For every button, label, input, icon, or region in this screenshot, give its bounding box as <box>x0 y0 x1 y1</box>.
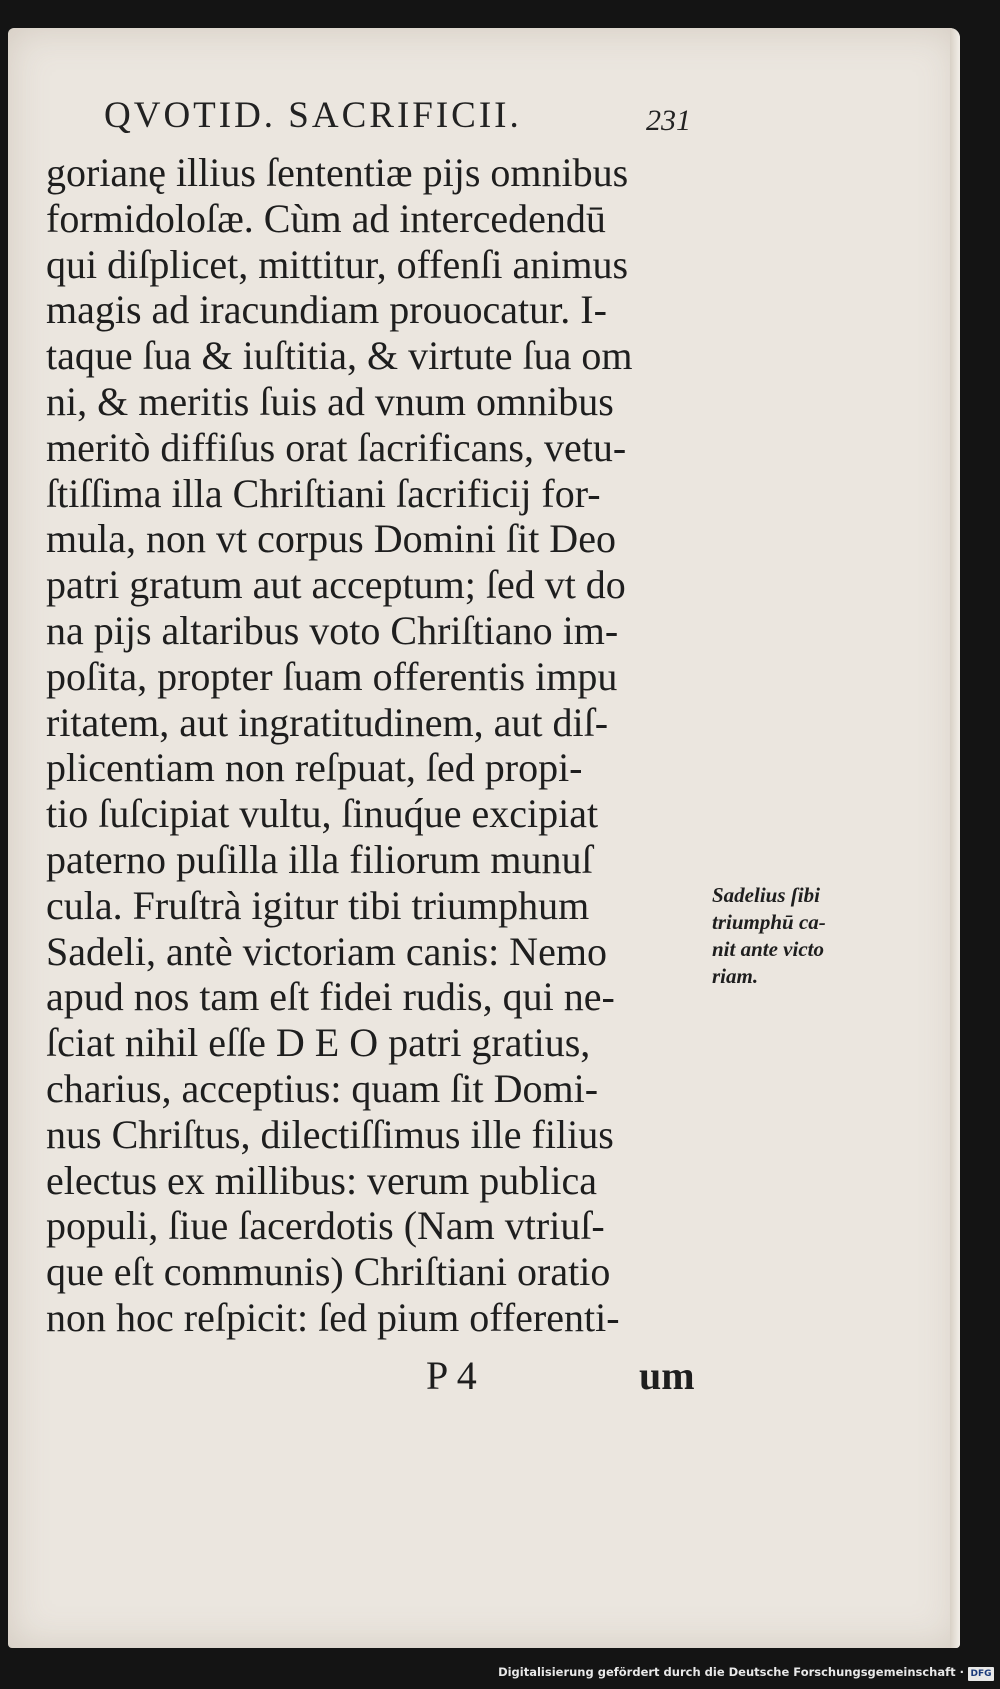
body-line: formidoloſæ. Cùm ad intercedendū <box>46 195 606 241</box>
body-line: cula. Fruſtrà igitur tibi triumphum <box>46 882 590 928</box>
page-footer <box>46 1352 726 1402</box>
margin-note <box>712 882 872 990</box>
body-line: mula, non vt corpus Domini ſit Deo <box>46 516 616 562</box>
body-line: taque ſua & iuſtitia, & virtute ſua om <box>46 333 633 379</box>
body-line: tio ſuſcipiat vultu, ſinuq́ue excipiat <box>46 791 599 837</box>
page-number: 231 <box>646 104 691 137</box>
body-line: ſtiſſima illa Chriſtiani ſacrificij for- <box>46 470 601 516</box>
body-line: populi, ſiue ſacerdotis (Nam vtriuſ- <box>46 1203 605 1249</box>
margin-note-line: triumphū ca- <box>712 910 826 934</box>
body-text <box>46 150 726 1341</box>
body-line: nus Chriſtus, dilectiſſimus ille filius <box>46 1111 614 1157</box>
page-edge <box>950 28 960 1648</box>
body-line: apud nos tam eſt fidei rudis, qui ne- <box>46 974 615 1020</box>
body-line: na pijs altaribus voto Chriſtiano im- <box>46 607 619 653</box>
body-line: paterno puſilla illa filiorum munuſ <box>46 836 593 882</box>
margin-note-line: Sadelius ſibi <box>712 883 820 907</box>
signature-mark: P 4 <box>426 1353 477 1398</box>
body-line: non hoc reſpicit: ſed pium offerenti- <box>46 1294 620 1340</box>
body-line: ni, & meritis ſuis ad vnum omnibus <box>46 378 614 424</box>
body-line: ritatem, aut ingratitudinem, aut diſ- <box>46 699 609 745</box>
body-line: meritò diffiſus orat ſacrificans, vetu- <box>46 424 627 470</box>
body-line: magis ad iracundiam prouocatur. I- <box>46 287 607 333</box>
body-line: gorianę illius ſententiæ pijs omnibus <box>46 150 629 195</box>
margin-note-line: riam. <box>712 964 759 988</box>
body-line: qui diſplicet, mittitur, offenſi animus <box>46 241 629 287</box>
margin-note-line: nit ante victo <box>712 937 824 961</box>
body-line: patri gratum aut acceptum; ſed vt do <box>46 562 626 608</box>
running-head: QVOTID. SACRIFICII. <box>104 95 522 136</box>
body-line: poſita, propter ſuam offerentis impu <box>46 653 618 699</box>
body-line: electus ex millibus: verum publica <box>46 1157 597 1203</box>
dfg-logo: DFG <box>968 1667 994 1681</box>
body-line: que eſt communis) Chriſtiani oratio <box>46 1249 611 1295</box>
catchword: um <box>639 1353 695 1398</box>
digitization-credit: Digitalisierung gefördert durch die Deutsche Forschungsgemeinschaft · <box>498 1665 964 1679</box>
body-line: plicentiam non reſpuat, ſed propi- <box>46 745 583 791</box>
body-line: Sadeli, antè victoriam canis: Nemo <box>46 928 607 974</box>
body-line: ſciat nihil eſſe D E O patri gratius, <box>46 1020 591 1066</box>
body-line: charius, acceptius: quam ſit Domi- <box>46 1065 599 1111</box>
